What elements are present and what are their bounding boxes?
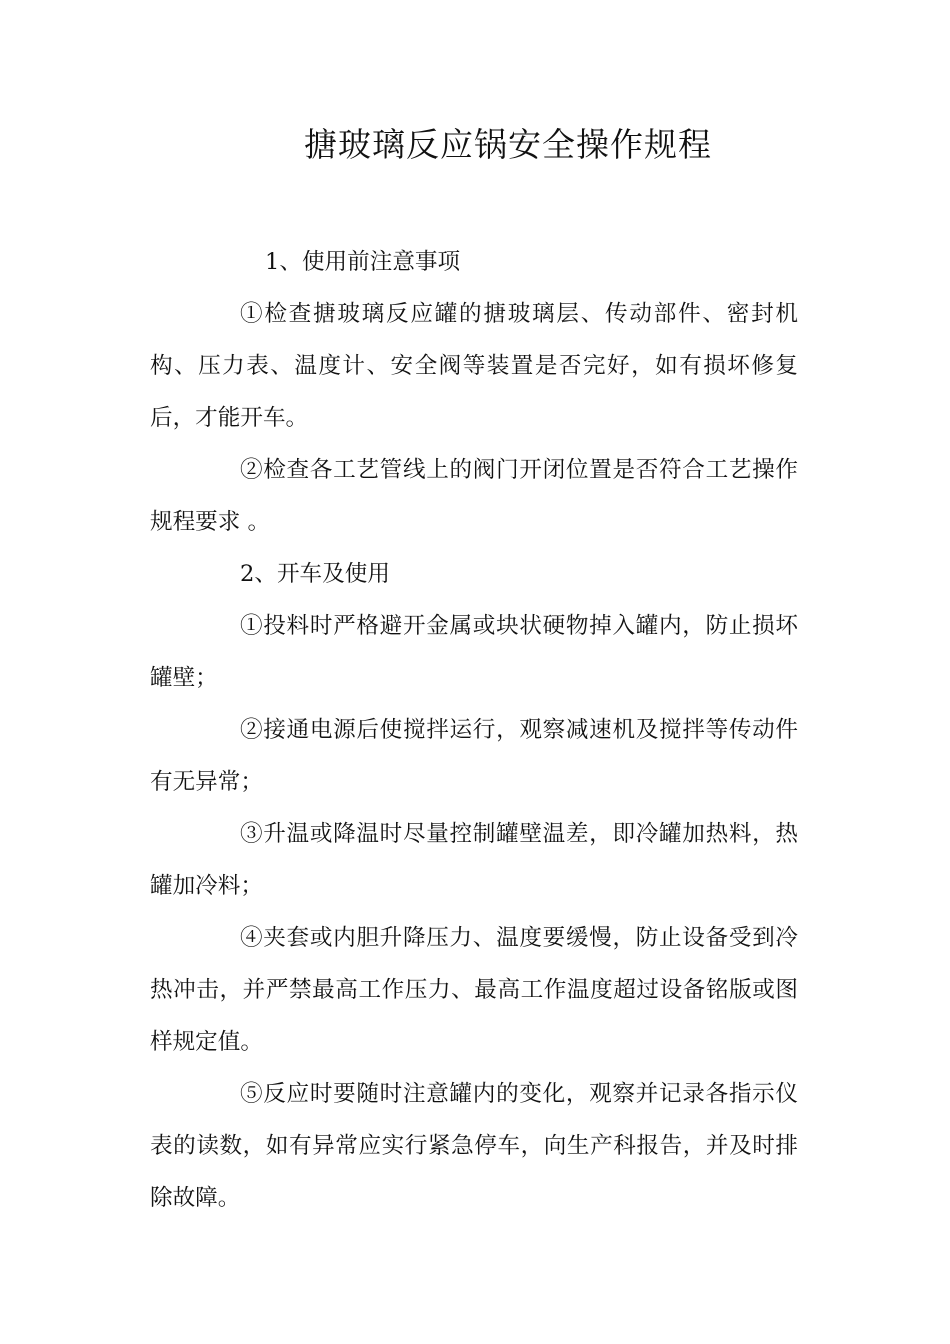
paragraph-temperature-control: ③升温或降温时尽量控制罐壁温差，即冷罐加热料，热罐加冷料； [150, 821, 798, 899]
document-title: 搪玻璃反应锅安全操作规程 [304, 125, 712, 164]
paragraph-check-equipment: ①检查搪玻璃反应罐的搪玻璃层、传动部件、密封机构、压力表、温度计、安全阀等装置是否完好，如有损坏修复后，才能开车。 [150, 301, 798, 431]
paragraph-check-valves: ②检查各工艺管线上的阀门开闭位置是否符合工艺操作规程要求 。 [150, 457, 798, 535]
paragraph-reaction-monitoring: ⑤反应时要随时注意罐内的变化，观察并记录各指示仪表的读数，如有异常应实行紧急停车，向生产科报告，并及时排除故障。 [150, 1081, 798, 1211]
paragraph-feeding: ①投料时严格避开金属或块状硬物掉入罐内，防止损坏罐壁； [150, 613, 798, 691]
section-heading-usage-precautions: 1、使用前注意事项 [265, 249, 461, 275]
section-heading-startup-and-use: 2、开车及使用 [240, 561, 390, 587]
paragraph-power-on: ②接通电源后使搅拌运行，观察减速机及搅拌等传动件有无异常； [150, 717, 798, 795]
document-body [150, 236, 798, 1224]
paragraph-pressure-temperature-change: ④夹套或内胆升降压力、温度要缓慢，防止设备受到冷热冲击，并严禁最高工作压力、最高工作温度超过设备铭版或图样规定值。 [150, 925, 798, 1055]
